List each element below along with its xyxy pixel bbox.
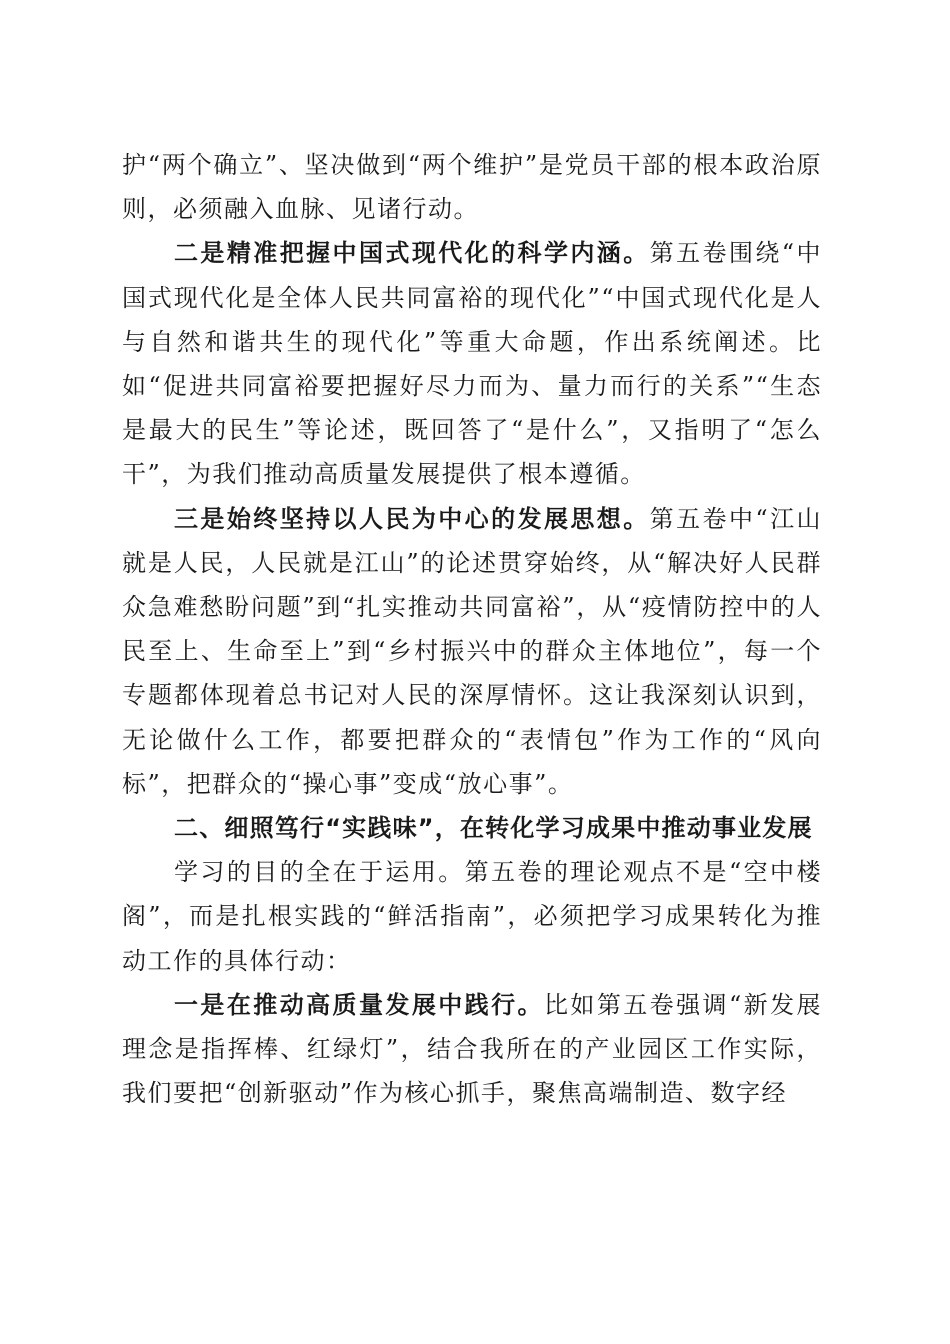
document-body bbox=[122, 143, 822, 1115]
paragraph-point-two bbox=[122, 231, 822, 496]
paragraph-text: 第五卷围绕“中国式现代化是全体人民共同富裕的现代化”“中国式现代化是人与自然和谐共生的现代化”等重大命题，作出系统阐述。比如“促进共同富裕要把握好尽力而为、量力而行的关系”“生态是最大的民生”等论述，既回答了“是什么”，又指明了“怎么干”，为我们推动高质量发展提供了根本遵循。 bbox=[122, 239, 822, 489]
paragraph-text: 学习的目的全在于运用。第五卷的理论观点不是“空中楼阁”，而是扎根实践的“鲜活指南”，必须把学习成果转化为推动工作的具体行动： bbox=[122, 858, 822, 975]
paragraph-point-one bbox=[122, 983, 822, 1116]
paragraph-lead: 一是在推动高质量发展中践行。 bbox=[174, 989, 544, 1019]
paragraph-text: 护“两个确立”、坚决做到“两个维护”是党员干部的根本政治原则，必须融入血脉、见诸行动。 bbox=[122, 151, 822, 224]
paragraph-text: 比如第五卷强调“新发展理念是指挥棒、红绿灯”，结合我所在的产业园区工作实际，我们要把“创新驱动”作为核心抓手，聚焦高端制造、数字经 bbox=[122, 990, 822, 1108]
section-heading bbox=[122, 806, 822, 850]
paragraph-lead: 三是始终坚持以人民为中心的发展思想。 bbox=[174, 503, 650, 533]
paragraph-point-three bbox=[122, 497, 822, 806]
paragraph-intro bbox=[122, 850, 822, 983]
paragraph-text: 第五卷中“江山就是人民，人民就是江山”的论述贯穿始终，从“解决好人民群众急难愁盼问题”到“扎实推动共同富裕”，从“疫情防控中的人民至上、生命至上”到“乡村振兴中的群众主体地位”，每一个专题都体现着总书记对人民的深厚情怀。这让我深刻认识到，无论做什么工作，都要把群众的“表情包”作为工作的“风向标”，把群众的“操心事”变成“放心事”。 bbox=[122, 504, 822, 798]
paragraph-lead: 二是精准把握中国式现代化的科学内涵。 bbox=[174, 238, 650, 268]
paragraph-continuation bbox=[122, 143, 822, 231]
section-heading-text: 二、细照笃行“实践味”，在转化学习成果中推动事业发展 bbox=[174, 814, 813, 843]
